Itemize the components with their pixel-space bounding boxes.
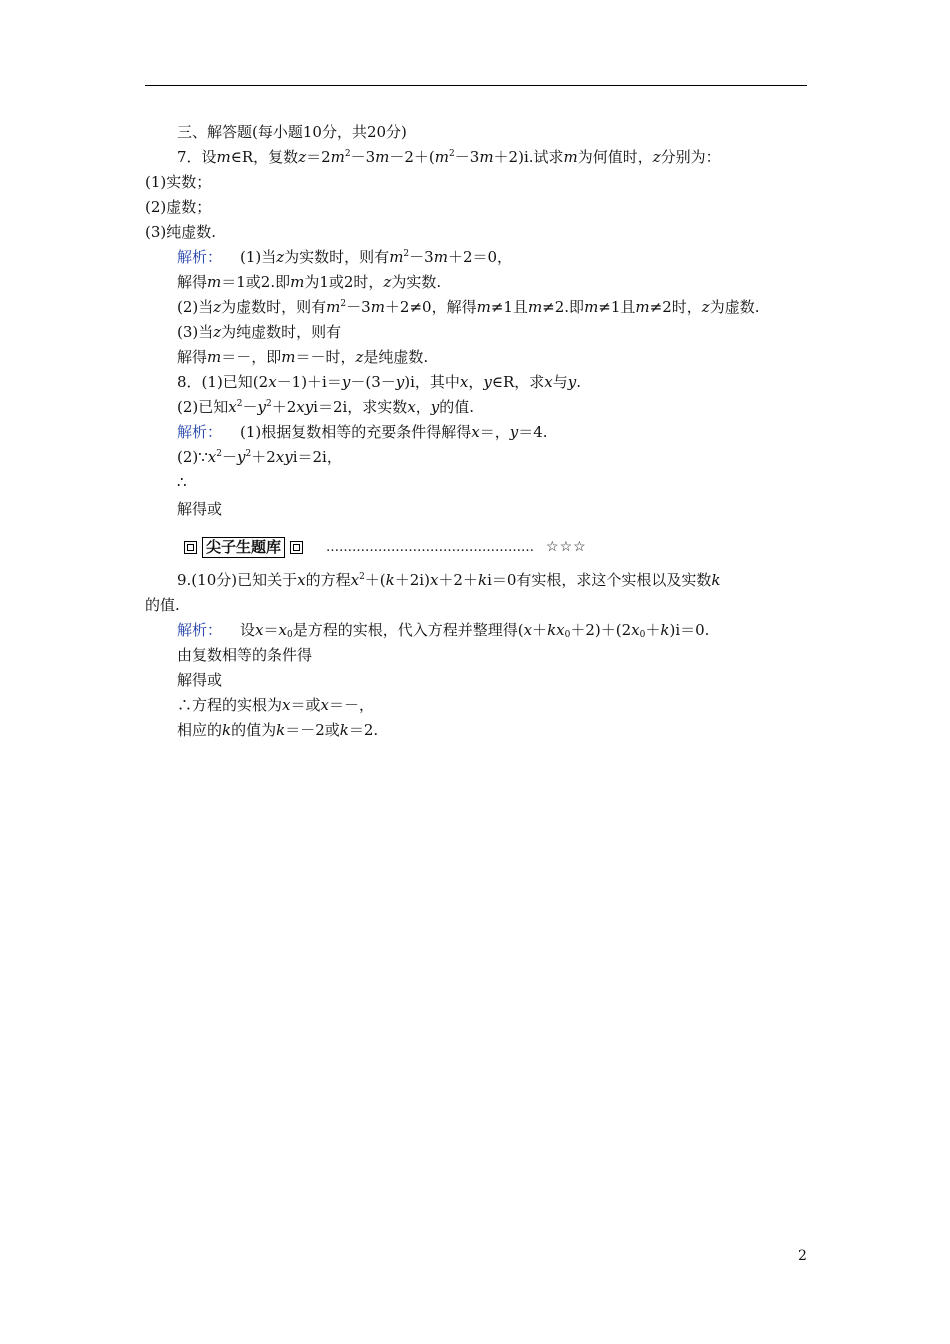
question-7: 7．设m∈R，复数$z=2m^2-3m-2+(m^2-3m+2)i$.试求m为何值时，z分别为：	[177, 148, 721, 166]
difficulty-stars: ☆☆☆	[546, 539, 587, 555]
solution-8-line-3: ∴	[177, 473, 187, 491]
header-rule	[145, 85, 807, 86]
section-heading: 三、解答题(每小题10分，共20分)	[177, 123, 407, 141]
solution-7-line-1: 解析： (1)当z为实数时，则有$m^2-3m+2=0$，	[177, 248, 513, 266]
solution-9-line-5: 相应的k的值为k＝－2或k＝2.	[177, 721, 379, 739]
solution-9-line-1: 解析： 设$x=x_0$是方程的实根，代入方程并整理得$(x+kx_0+2)+(2x_0+k)i=0$.	[177, 621, 710, 640]
solution-7-line-3: (2)当z为虚数时，则有$m^2-3m+2\ne 0$，解得m≠1且m≠2.即m≠1且m≠2时，z为虚数.	[177, 298, 760, 316]
solution-9-line-3: 解得或	[177, 671, 223, 689]
square-bullet-icon	[184, 541, 197, 554]
question-9-line-1: 9.(10分)已知关于x的方程$x^2+(k+2i)x+2+ki=0$有实根，求这个实根以及实数k	[177, 571, 721, 589]
solution-label: 解析：	[177, 423, 223, 441]
solution-9-line-2: 由复数相等的条件得	[177, 646, 313, 664]
solution-label: 解析：	[177, 248, 223, 266]
question-9-line-2: 的值.	[145, 596, 180, 614]
question-bank-title: 尖子生题库	[202, 537, 285, 558]
square-bullet-icon	[290, 541, 303, 554]
solution-label: 解析：	[177, 621, 223, 639]
q7-part-2: (2)虚数；	[145, 198, 212, 216]
solution-7-line-5: 解得m＝－，即m＝－时，z是纯虚数.	[177, 348, 429, 366]
question-8-part-2: (2)已知$x^2-y^2+2xyi=2i$，求实数x，y的值.	[177, 398, 475, 416]
solution-8-line-1: 解析： (1)根据复数相等的充要条件得解得x＝，y＝4.	[177, 423, 548, 441]
q7-part-3: (3)纯虚数.	[145, 223, 217, 241]
solution-9-line-4: ∴方程的实根为x＝或x＝－，	[177, 696, 374, 714]
q7-part-1: (1)实数；	[145, 173, 212, 191]
solution-8-line-4: 解得或	[177, 500, 223, 518]
dotted-leader: …………………………………………	[326, 539, 535, 555]
question-bank-banner	[181, 536, 587, 558]
page-number: 2	[798, 1248, 807, 1264]
question-8-part-1: 8．(1)已知(2x－1)＋i＝y－(3－y)i，其中x，y∈R，求x与y.	[177, 373, 582, 391]
solution-7-line-2: 解得m＝1或2.即m为1或2时，z为实数.	[177, 273, 442, 291]
solution-8-line-2: $(2)\because x^2-y^2+2xyi=2i$，	[177, 448, 342, 466]
solution-7-line-4: (3)当z为纯虚数时，则有	[177, 323, 342, 341]
